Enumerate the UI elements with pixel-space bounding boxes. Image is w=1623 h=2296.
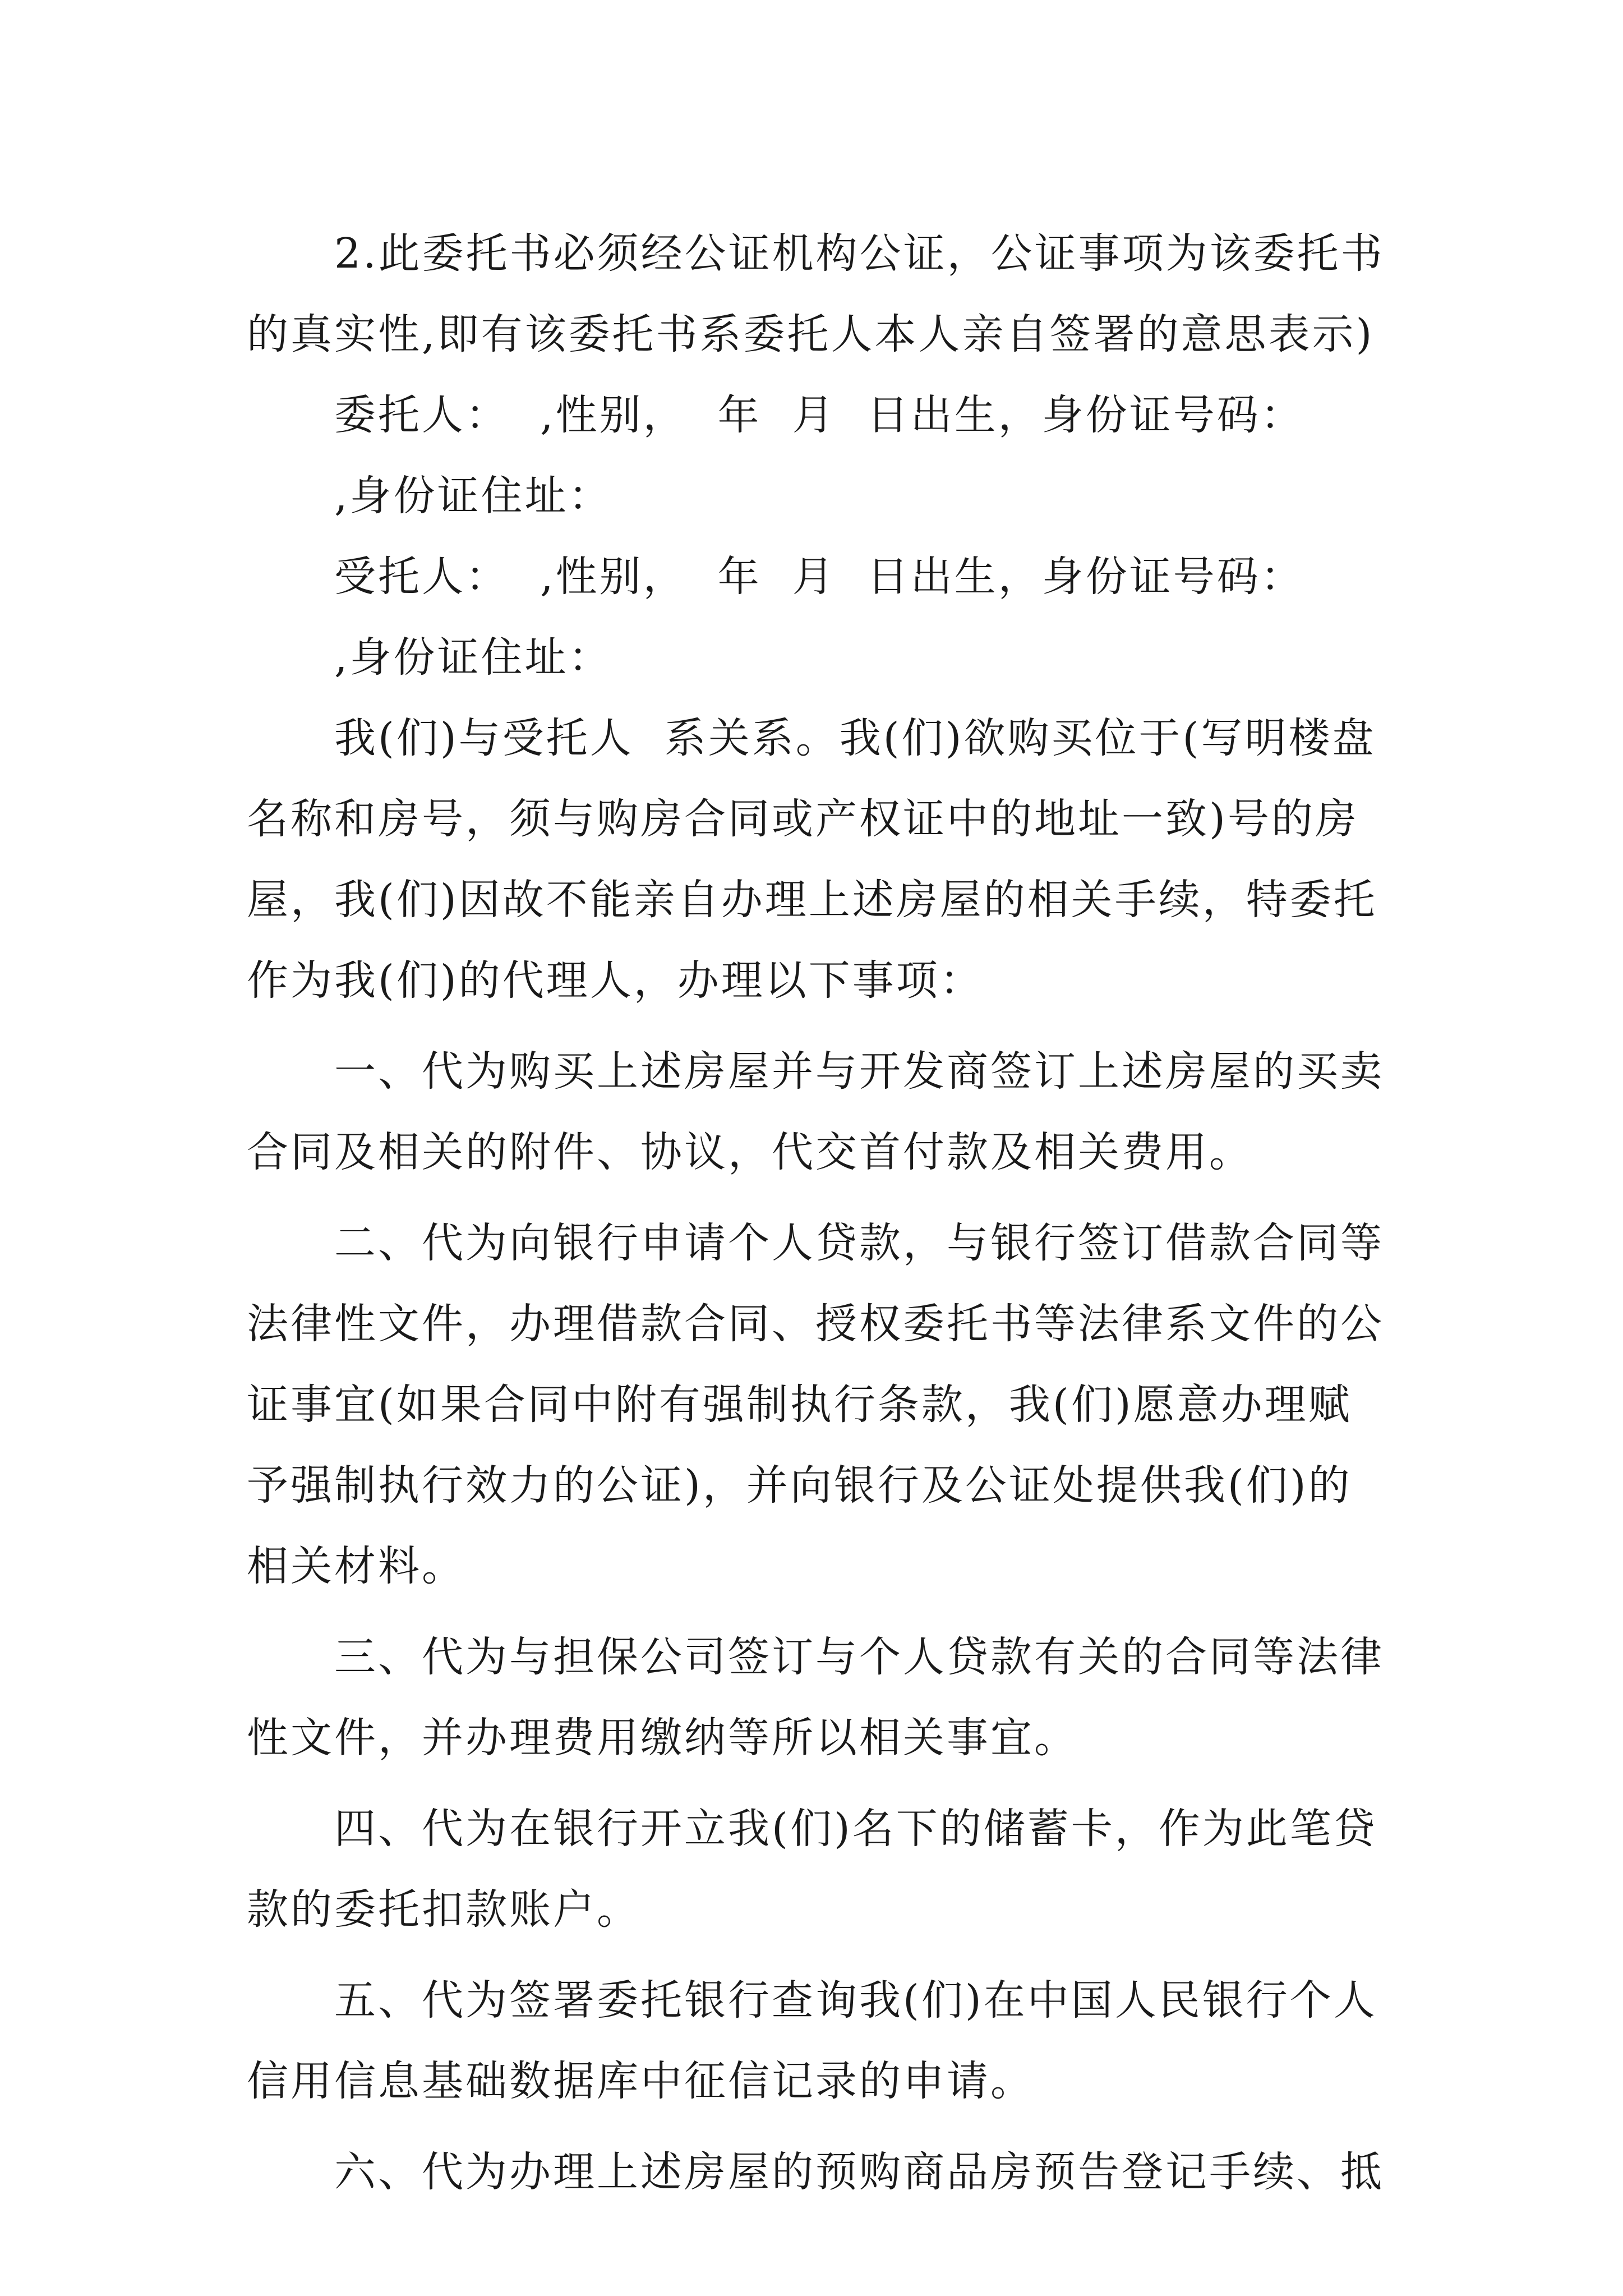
text-line: 证事宜(如果合同中附有强制执行条款，我(们)愿意办理赋: [247, 1381, 1352, 1429]
paragraph: [247, 1788, 1377, 1950]
paragraph: [247, 1203, 1384, 1607]
text-line: 一、代为购买上述房屋并与开发商签订上述房屋的买卖: [334, 1047, 1384, 1096]
text-line: 法律性文件，办理借款合同、授权委托书等法律系文件的公: [247, 1300, 1384, 1348]
paragraph: [247, 698, 1377, 1021]
text-line: 三、代为与担保公司签订与个人贷款有关的合同等法律: [334, 1633, 1384, 1681]
text-line: 相关材料。: [247, 1542, 465, 1590]
text-line: 五、代为签署委托银行查询我(们)在中国人民银行个人: [334, 1976, 1377, 2024]
paragraph: [247, 213, 1385, 375]
text-line: 作为我(们)的代理人，办理以下事项：: [247, 956, 984, 1005]
document-body: [247, 213, 1385, 2212]
text-line: 二、代为向银行申请个人贷款，与银行签订借款合同等: [334, 1219, 1384, 1267]
text-line: 合同及相关的附件、协议，代交首付款及相关费用。: [247, 1128, 1253, 1176]
text-line: 名称和房号，须与购房合同或产权证中的地址一致)号的房: [247, 795, 1359, 843]
text-line: ,身份证住址：: [334, 472, 612, 520]
text-line: 款的委托扣款账户。: [247, 1885, 640, 1934]
paragraph: [247, 455, 1368, 536]
text-line: ,身份证住址：: [334, 633, 612, 682]
text-line: 六、代为办理上述房屋的预购商品房预告登记手续、抵: [334, 2148, 1384, 2196]
text-line: 委托人： ,性别， 年 月 日出生，身份证号码：: [334, 391, 1304, 439]
paragraph: [247, 1617, 1384, 1778]
text-line: 性文件，并办理费用缴纳等所以相关事宜。: [247, 1714, 1078, 1762]
text-line: 我(们)与受托人 系关系。我(们)欲购买位于(写明楼盘: [334, 714, 1376, 762]
paragraph: [247, 375, 1368, 455]
paragraph: [247, 617, 1368, 698]
text-line: 予强制执行效力的公证)，并向银行及公证处提供我(们)的: [247, 1461, 1352, 1510]
text-line: 信用信息基础数据库中征信记录的申请。: [247, 2057, 1034, 2105]
paragraph: [247, 1031, 1384, 1193]
paragraph: [247, 536, 1368, 617]
paragraph: [247, 2132, 1384, 2212]
text-line: 受托人： ,性别， 年 月 日出生，身份证号码：: [334, 553, 1304, 601]
text-line: 的真实性,即有该委托书系委托人本人亲自签署的意思表示): [247, 310, 1375, 358]
text-line: 屋，我(们)因故不能亲自办理上述房屋的相关手续，特委托: [247, 876, 1377, 924]
text-line: 四、代为在银行开立我(们)名下的储蓄卡，作为此笔贷: [334, 1805, 1377, 1853]
paragraph: [247, 1960, 1377, 2122]
text-line: 2.此委托书必须经公证机构公证，公证事项为该委托书: [334, 229, 1385, 278]
